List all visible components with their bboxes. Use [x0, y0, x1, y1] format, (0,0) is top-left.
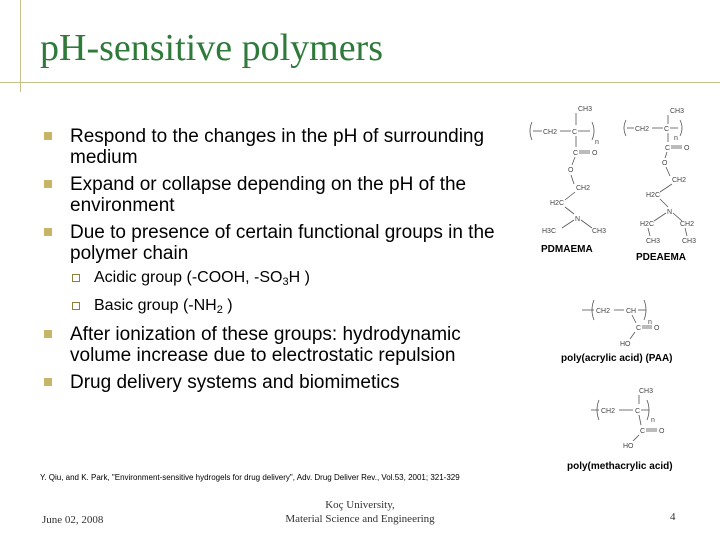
footer-organization: [270, 498, 450, 526]
atom-c: C: [572, 129, 578, 136]
repeat-n: n: [595, 139, 599, 146]
bullet-text: Expand or collapse depending on the pH of the environment: [70, 174, 467, 216]
atom-h2c: H2C: [646, 192, 661, 199]
bullet-item: [44, 372, 514, 393]
atom-o: O: [592, 150, 598, 157]
atom-c: C: [640, 428, 646, 435]
sub-bullet-text: H ): [288, 269, 310, 286]
atom-ch3: CH3: [578, 106, 593, 113]
atom-h3c: H3C: [542, 228, 557, 235]
square-bullet-icon: [44, 330, 52, 338]
bullet-text: Drug delivery systems and biomimetics: [70, 372, 400, 393]
bullet-item: [44, 324, 514, 366]
sub-bullet-item: [44, 296, 514, 316]
subscript: 3: [282, 276, 289, 288]
atom-ch3: CH3: [682, 238, 697, 245]
square-bullet-icon: [44, 180, 52, 188]
atom-c: C: [635, 408, 641, 415]
pdmaema-label: PDMAEMA: [541, 244, 593, 255]
atom-ho: HO: [623, 443, 634, 450]
atom-o: O: [659, 428, 665, 435]
atom-h2c: H2C: [550, 200, 565, 207]
sub-bullet-text: Basic group (-NH: [94, 297, 217, 314]
atom-ho: HO: [620, 341, 631, 348]
pdeaema-structure: [620, 100, 720, 252]
atom-ch3: CH3: [646, 238, 661, 245]
bullet-text: Due to presence of certain functional groups in the polymer chain: [70, 222, 495, 264]
hollow-square-bullet-icon: [72, 274, 80, 282]
frame-horizontal-line: [0, 82, 720, 83]
atom-c: C: [664, 126, 670, 133]
sub-bullet-text: ): [222, 297, 233, 314]
atom-ch2: CH2: [635, 126, 650, 133]
sub-bullet-item: [44, 268, 514, 288]
paa-label: poly(acrylic acid) (PAA): [561, 353, 673, 364]
footer-org-line1: Koç University,: [325, 499, 395, 511]
pmaa-label: poly(methacrylic acid): [567, 461, 673, 472]
square-bullet-icon: [44, 132, 52, 140]
atom-c: C: [636, 325, 642, 332]
hollow-square-bullet-icon: [72, 302, 80, 310]
bullet-list: [44, 126, 514, 399]
atom-ch2: CH2: [601, 408, 616, 415]
square-bullet-icon: [44, 228, 52, 236]
atom-o: O: [568, 167, 574, 174]
atom-ch2: CH2: [680, 221, 695, 228]
footer-org-line2: Material Science and Engineering: [285, 513, 435, 525]
atom-ch2: CH2: [672, 177, 687, 184]
atom-ch2: CH2: [576, 185, 591, 192]
atom-o: O: [662, 160, 668, 167]
repeat-n: n: [651, 417, 655, 424]
repeat-n: n: [648, 319, 652, 326]
subscript: 2: [216, 304, 223, 316]
bullet-text: After ionization of these groups: hydrodynamic volume increase due to electrostatic repulsion: [70, 324, 461, 366]
bullet-text: Respond to the changes in the pH of surrounding medium: [70, 126, 485, 168]
paa-structure: [572, 292, 682, 350]
atom-o: O: [684, 145, 690, 152]
pmaa-structure: [585, 382, 695, 452]
atom-ch: CH: [626, 308, 637, 315]
atom-n: N: [667, 209, 673, 216]
atom-h2c: H2C: [640, 221, 655, 228]
atom-o: O: [654, 325, 660, 332]
pdmaema-structure: [520, 100, 620, 240]
slide-title: pH-sensitive polymers: [40, 27, 384, 69]
footer-date: June 02, 2008: [42, 514, 104, 526]
square-bullet-icon: [44, 378, 52, 386]
pdeaema-label: PDEAEMA: [636, 252, 687, 263]
citation: Y. Qiu, and K. Park, "Environment-sensitive hydrogels for drug delivery", Adv. Drug Deliver Rev., Vol.53, 2001; 321-329: [40, 473, 460, 482]
atom-n: N: [575, 216, 581, 223]
bullet-item: [44, 126, 514, 168]
sub-bullet-text: Acidic group (-COOH, -SO: [94, 269, 283, 286]
atom-c: C: [573, 150, 579, 157]
atom-ch3: CH3: [639, 388, 654, 395]
repeat-n: n: [674, 135, 678, 142]
atom-ch2: CH2: [543, 129, 558, 136]
atom-ch3: CH3: [592, 228, 607, 235]
atom-ch3: CH3: [670, 108, 685, 115]
atom-ch2: CH2: [596, 308, 611, 315]
bullet-item: [44, 174, 514, 216]
bullet-item: [44, 222, 514, 264]
page-number: 4: [670, 511, 676, 523]
atom-c: C: [665, 145, 671, 152]
frame-vertical-line: [20, 0, 21, 92]
